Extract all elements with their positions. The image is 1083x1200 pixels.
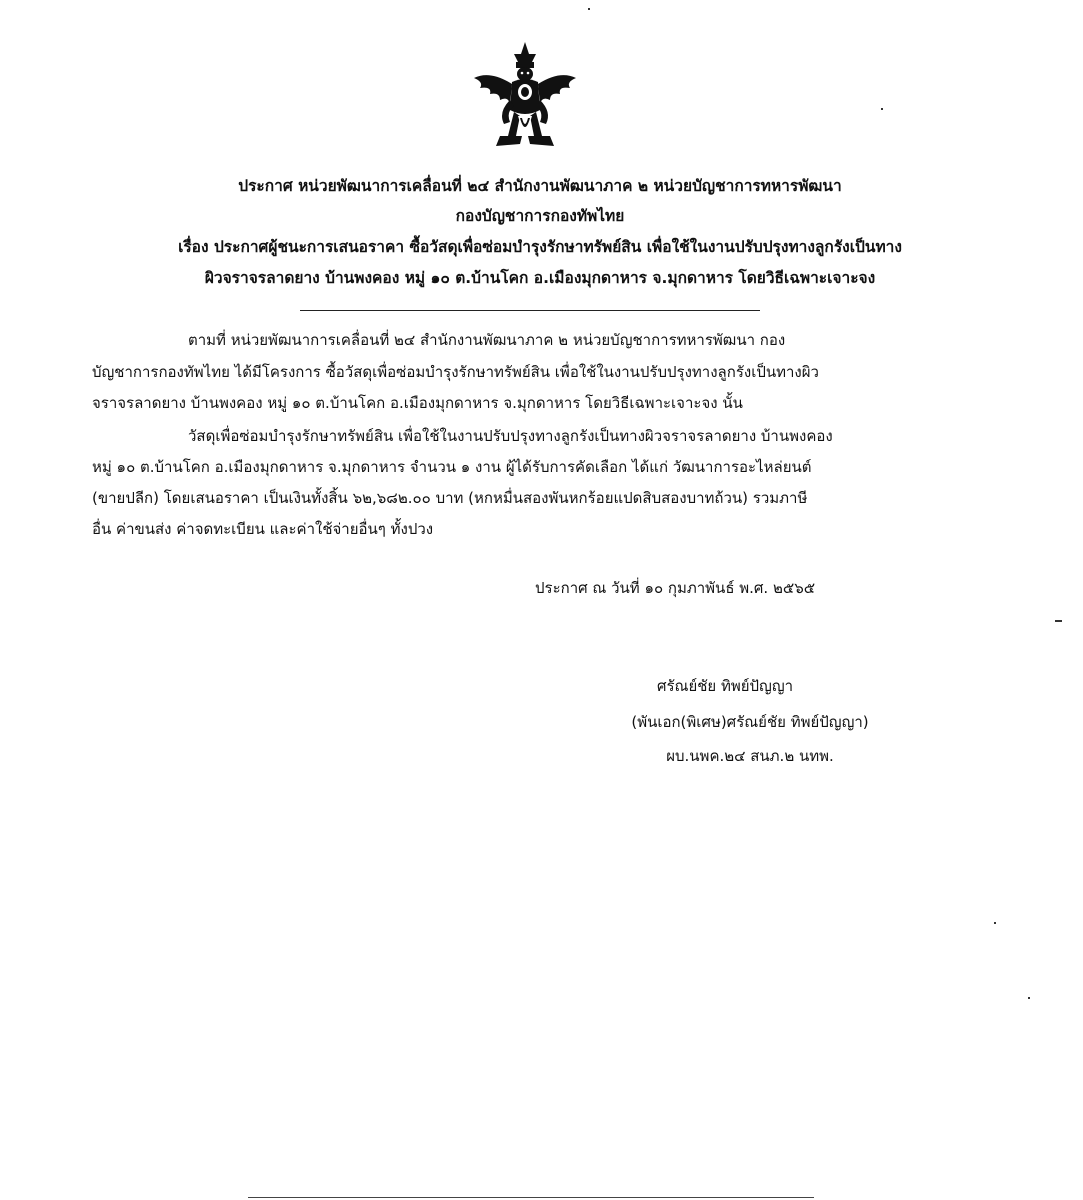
- announcement-title-org: กองบัญชาการกองทัพไทย: [455, 207, 625, 225]
- paragraph-2-line-4: อื่น ค่าขนส่ง ค่าจดทะเบียน และค่าใช้จ่ายอื่นๆ ทั้งปวง: [92, 520, 434, 538]
- announcement-title: ประกาศ หน่วยพัฒนาการเคลื่อนที่ ๒๔ สำนักงานพัฒนาภาค ๒ หน่วยบัญชาการทหารพัฒนา: [238, 177, 842, 195]
- header-divider: [300, 310, 760, 311]
- garuda-emblem-icon: [470, 40, 580, 152]
- signature-full-name: (พันเอก(พิเศษ)ศรัณย์ชัย ทิพย์ปัญญา): [631, 713, 869, 731]
- paragraph-2-line-2: หมู่ ๑๐ ต.บ้านโคก อ.เมืองมุกดาหาร จ.มุกดาหาร จำนวน ๑ งาน ผู้ได้รับการคัดเลือก ได้แก่ วัฒนาการอะไหล่ยนต์: [92, 458, 812, 476]
- signature-name: ศรัณย์ชัย ทิพย์ปัญญา: [656, 677, 794, 695]
- paragraph-1-line-3: จราจรลาดยาง บ้านพงคอง หมู่ ๑๐ ต.บ้านโคก อ.เมืองมุกดาหาร จ.มุกดาหาร โดยวิธีเฉพาะเจาะจง นั้น: [92, 394, 743, 412]
- scan-speck: [881, 108, 883, 110]
- paragraph-2-line-3: (ขายปลีก) โดยเสนอราคา เป็นเงินทั้งสิ้น ๖๒,๖๘๒.๐๐ บาท (หกหมื่นสองพันหกร้อยแปดสิบสองบาทถ้วน) รวมภาษี: [92, 489, 808, 507]
- announcement-subject: เรื่อง ประกาศผู้ชนะการเสนอราคา ซื้อวัสดุเพื่อซ่อมบำรุงรักษาทรัพย์สิน เพื่อใช้ในงานปรับปรุงทางลูกรังเป็นทาง: [178, 238, 902, 256]
- paragraph-1-line-2: บัญชาการกองทัพไทย ได้มีโครงการ ซื้อวัสดุเพื่อซ่อมบำรุงรักษาทรัพย์สิน เพื่อใช้ในงานปรับปรุงทางลูกรังเป็นทางผิว: [92, 363, 819, 381]
- paragraph-2-line-1: วัสดุเพื่อซ่อมบำรุงรักษาทรัพย์สิน เพื่อใช้ในงานปรับปรุงทางลูกรังเป็นทางผิวจราจรลาดยาง บ้านพงคอง: [188, 427, 833, 445]
- bottom-edge-line: [248, 1197, 814, 1198]
- signature-position: ผบ.นพค.๒๔ สนภ.๒ นทพ.: [666, 747, 834, 765]
- scan-speck: [1028, 997, 1030, 999]
- paragraph-1-line-1: ตามที่ หน่วยพัฒนาการเคลื่อนที่ ๒๔ สำนักงานพัฒนาภาค ๒ หน่วยบัญชาการทหารพัฒนา กอง: [188, 331, 786, 349]
- scan-speck: [588, 8, 590, 10]
- scan-speck: [1055, 620, 1062, 622]
- announcement-subject-cont: ผิวจราจรลาดยาง บ้านพงคอง หมู่ ๑๐ ต.บ้านโคก อ.เมืองมุกดาหาร จ.มุกดาหาร โดยวิธีเฉพาะเจาะจง: [204, 269, 876, 287]
- scan-speck: [994, 922, 996, 924]
- announcement-date: ประกาศ ณ วันที่ ๑๐ กุมภาพันธ์ พ.ศ. ๒๕๖๕: [535, 579, 816, 597]
